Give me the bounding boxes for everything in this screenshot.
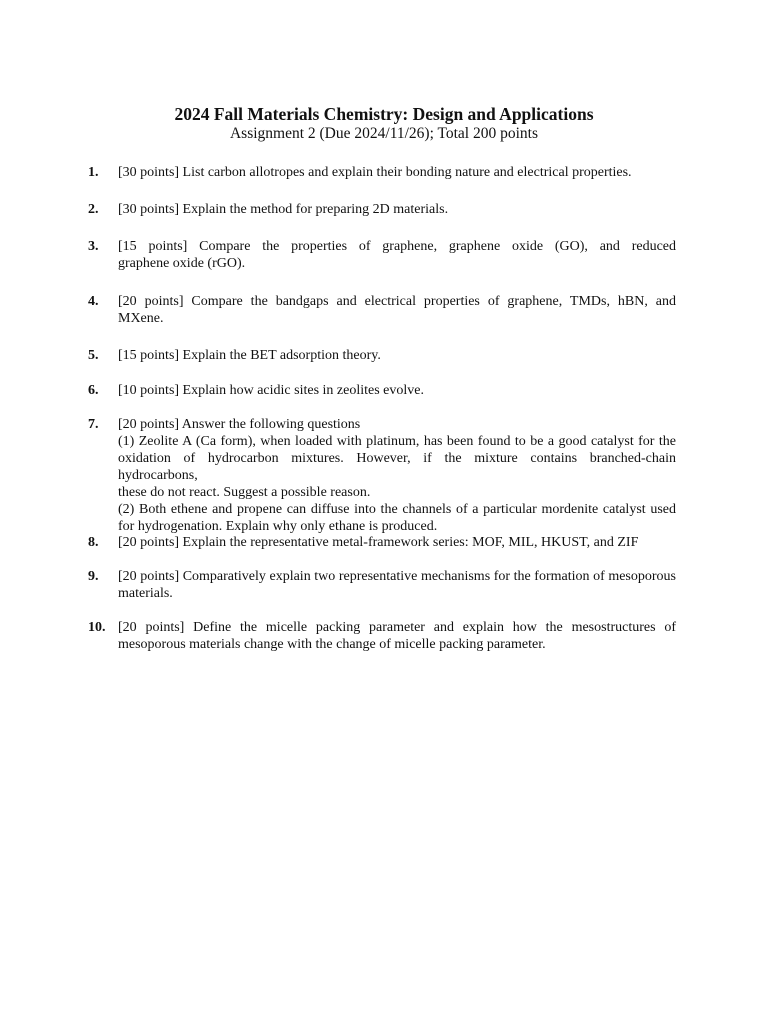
question-number: 8. <box>88 535 99 550</box>
question-number: 9. <box>88 569 99 584</box>
question-line: MXene. <box>118 311 164 326</box>
document-title: 2024 Fall Materials Chemistry: Design and Applications <box>174 104 594 124</box>
question-line: [30 points] List carbon allotropes and explain their bonding nature and electrical properties. <box>118 165 632 180</box>
question-line: [20 points] Define the micelle packing parameter and explain how the mesostructures of <box>118 620 676 635</box>
question-text <box>118 534 676 551</box>
question-item <box>88 382 676 399</box>
question-line: materials. <box>118 586 173 601</box>
question-text <box>118 568 676 602</box>
question-line: [15 points] Explain the BET adsorption theory. <box>118 348 381 363</box>
question-item <box>88 293 676 327</box>
question-line: (1) Zeolite A (Ca form), when loaded with platinum, has been found to be a good catalyst for the <box>118 434 676 449</box>
question-line: [30 points] Explain the method for preparing 2D materials. <box>118 202 449 217</box>
question-line: (2) Both ethene and propene can diffuse into the channels of a particular mordenite catalyst used <box>118 502 676 517</box>
question-line: graphene oxide (rGO). <box>118 256 246 271</box>
question-number: 6. <box>88 383 99 398</box>
question-number: 3. <box>88 239 99 254</box>
question-text <box>118 164 676 181</box>
question-line: [20 points] Answer the following questions <box>118 417 361 432</box>
question-item <box>88 416 676 535</box>
question-line: for hydrogenation. Explain why only ethane is produced. <box>118 519 438 534</box>
question-text <box>118 619 676 653</box>
question-line: oxidation of hydrocarbon mixtures. However, if the mixture contains branched-chain hydrocarbons, <box>118 451 676 483</box>
question-text <box>118 347 676 364</box>
question-number: 5. <box>88 348 99 363</box>
question-line: mesoporous materials change with the change of micelle packing parameter. <box>118 637 546 652</box>
question-text <box>118 238 676 272</box>
document-subtitle: Assignment 2 (Due 2024/11/26); Total 200 points <box>229 125 539 142</box>
question-text <box>118 293 676 327</box>
question-item <box>88 534 676 551</box>
question-item <box>88 347 676 364</box>
question-number: 10. <box>88 620 106 635</box>
question-text <box>118 382 676 399</box>
question-number: 4. <box>88 294 99 309</box>
question-line: these do not react. Suggest a possible reason. <box>118 485 371 500</box>
question-line: [15 points] Compare the properties of graphene, graphene oxide (GO), and reduced <box>118 239 676 254</box>
question-text <box>118 201 676 218</box>
question-item <box>88 568 676 602</box>
question-item <box>88 164 676 181</box>
question-item <box>88 619 676 653</box>
question-item <box>88 201 676 218</box>
question-item <box>88 238 676 272</box>
question-number: 1. <box>88 165 99 180</box>
question-line: [10 points] Explain how acidic sites in zeolites evolve. <box>118 383 424 398</box>
question-number: 7. <box>88 417 99 432</box>
question-line: [20 points] Explain the representative metal-framework series: MOF, MIL, HKUST, and ZIF <box>118 535 639 550</box>
question-number: 2. <box>88 202 99 217</box>
question-line: [20 points] Comparatively explain two representative mechanisms for the formation of mesoporous <box>118 569 676 584</box>
question-text <box>118 416 676 535</box>
question-line: [20 points] Compare the bandgaps and electrical properties of graphene, TMDs, hBN, and <box>118 294 676 309</box>
